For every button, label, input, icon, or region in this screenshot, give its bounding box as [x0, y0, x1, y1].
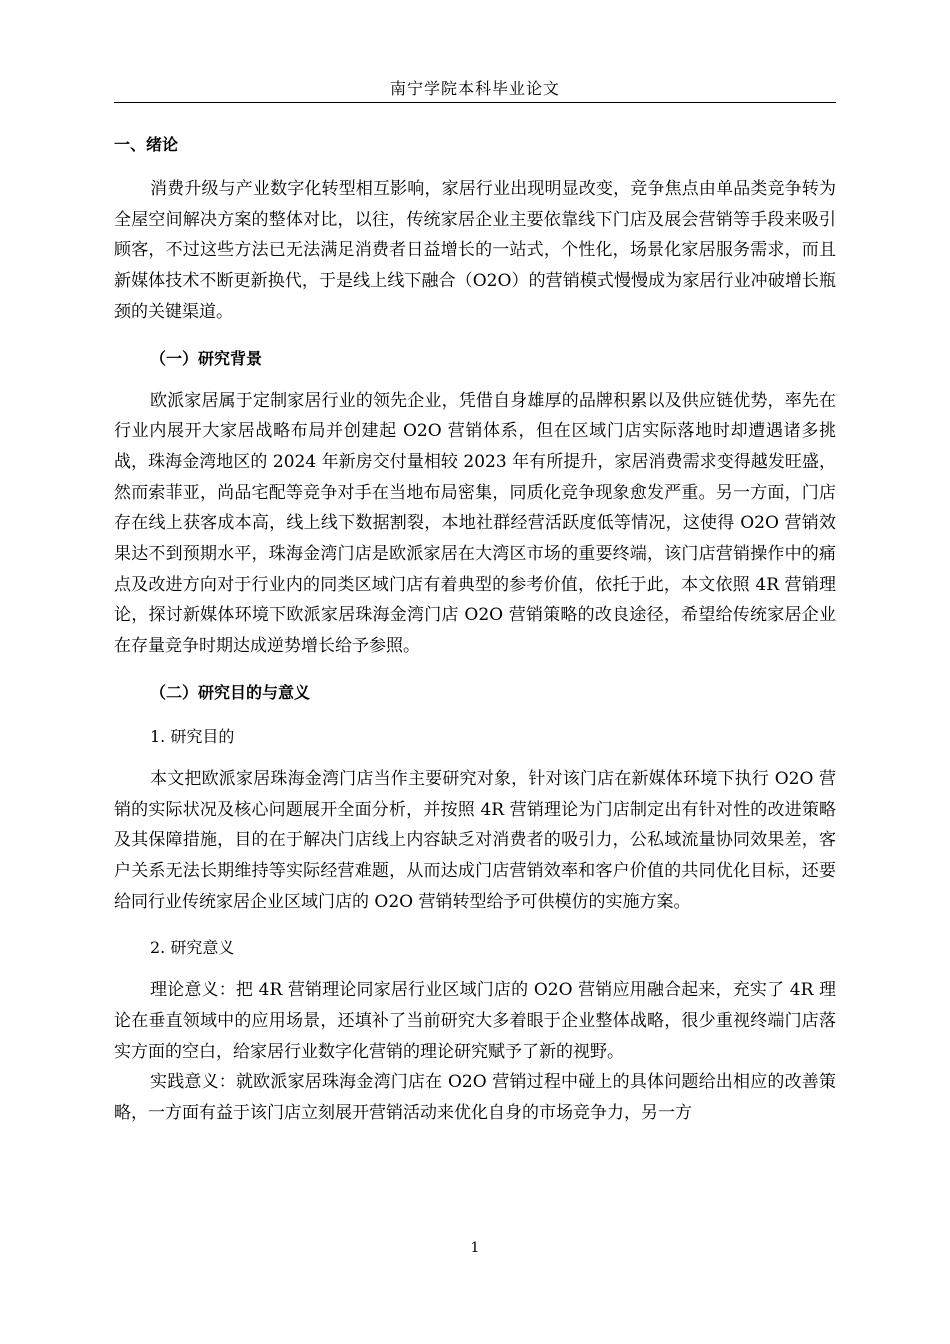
theory-paragraph: 理论意义：把 4R 营销理论同家居行业区域门店的 O2O 营销应用融合起来，充实了 4R 理论在垂直领域中的应用场景，还填补了当前研究大多着眼于企业整体战略，很少重视终端门店落实方面的空白，给家居行业数字化营销的理论研究赋予了新的视野。 [114, 980, 836, 1062]
chapter-title: 一、绪论 [114, 135, 179, 154]
page-number: 1 [470, 1240, 480, 1256]
purpose-heading: （二）研究目的与意义 [150, 682, 311, 702]
running-header: 南宁学院本科毕业论文 [389, 79, 560, 98]
page-content [114, 128, 836, 1129]
purpose-paragraph: 本文把欧派家居珠海金湾门店当作主要研究对象，针对该门店在新媒体环境下执行 O2O 营销的实际状况及核心问题展开全面分析，并按照 4R 营销理论为门店制定出有针对性的改进策略及其保障措施，目的在于解决门店线上内容缺乏对消费者的吸引力，公私域流量协同效果差，客户关系无法长期维持等实际经营难题，从而达成门店营销效率和客户价值的共同优化目标，还要给同行业传统家居企业区域门店的 O2O 营销转型给予可供模仿的实施方案。 [114, 768, 836, 912]
intro-paragraph: 消费升级与产业数字化转型相互影响，家居行业出现明显改变，竞争焦点由单品类竞争转为全屋空间解决方案的整体对比，以往，传统家居企业主要依靠线下门店及展会营销等手段来吸引顾客，不过这些方法已无法满足消费者日益增长的一站式，个性化，场景化家居服务需求，而且新媒体技术不断更新换代，于是线上线下融合（O2O）的营销模式慢慢成为家居行业冲破增长瓶颈的关键渠道。 [114, 179, 836, 322]
practice-paragraph: 实践意义：就欧派家居珠海金湾门店在 O2O 营销过程中碰上的具体问题给出相应的改善策略，一方面有益于该门店立刻展开营销活动来优化自身的市场竞争力，另一方 [114, 1072, 836, 1124]
background-heading: （一）研究背景 [150, 348, 263, 368]
background-paragraph: 欧派家居属于定制家居行业的领先企业，凭借自身雄厚的品牌积累以及供应链优势，率先在行业内展开大家居战略布局并创建起 O2O 营销体系，但在区域门店实际落地时却遭遇诸多挑战，珠海金湾地区的 2024 年新房交付量相较 2023 年有所提升，家居消费需求变得越发旺盛，然而索菲亚，尚品宅配等竞争对手在当地布局密集，同质化竞争现象愈发严重。另一方面，门店存在线上获客成本高，线上线下数据割裂，本地社群经营活跃度低等情况，这使得 O2O 营销效果达不到预期水平，珠海金湾门店是欧派家居在大湾区市场的重要终端，该门店营销操作中的痛点及改进方向对于行业内的同类区域门店有着典型的参考价值，依托于此，本文依照 4R 营销理论，探讨新媒体环境下欧派家居珠海金湾门店 O2O 营销策略的改良途径，希望给传统家居企业在存量竞争时期达成逆势增长给予参照。 [114, 390, 836, 657]
significance-subheading: 2. 研究意义 [150, 938, 235, 958]
purpose-subheading: 1. 研究目的 [150, 726, 235, 746]
header-rule [114, 102, 836, 103]
